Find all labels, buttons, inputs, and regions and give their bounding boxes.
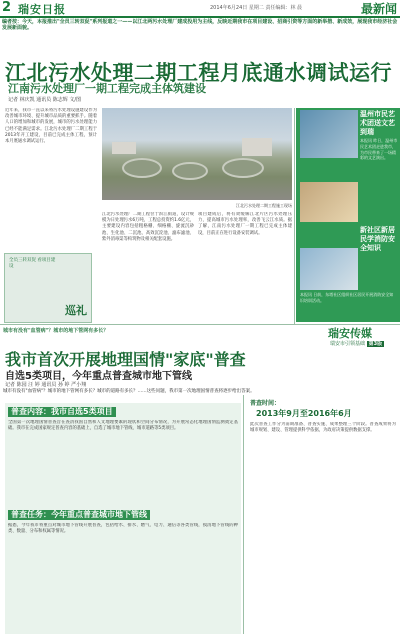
- feature-box-text: 全员三转双促 看项目建设: [9, 258, 56, 269]
- survey-time-value: 2013年9月至2016年6月: [256, 409, 352, 418]
- story2-subhead-2: 普查任务：今年重点普查城市地下管线: [8, 510, 150, 520]
- sidebar-photo-2: [300, 182, 358, 222]
- plant-photo: [102, 108, 292, 200]
- story1-subheadline: 江南污水处理厂一期工程完成主体筑建设: [8, 82, 206, 95]
- sidebar-item1-text: 本报讯 昨日，温州市民艺术团走进我市，为市民带来了一场精彩的文艺演出。: [360, 138, 398, 161]
- promo-title: 瑞安传媒: [328, 327, 372, 340]
- date-line: 2014年6月24日 星期二 责任编辑：林 晨: [210, 5, 303, 11]
- page-number: 2: [2, 0, 12, 15]
- feature-box-label: 巡礼: [65, 304, 87, 317]
- sidebar-item2-title: 新社区新居民学消防安全知识: [360, 226, 395, 252]
- story2-headline: 我市首次开展地理国情"家底"普查: [5, 350, 246, 369]
- survey-time-label: 普查时间：: [250, 400, 281, 407]
- story2-section-1-text: 全国第一次地理国情普查旨在查清我国自然和人文地理要素的现状和空间分布情况，为开展常态化地理国情监测奠定基础。我市在完成国家规定普查内容的基础上，自选了城市地下管线、城市道路等5类项目。: [8, 420, 238, 432]
- section-name: 最新闻: [360, 2, 397, 16]
- sidebar-photo-1: [300, 110, 358, 158]
- newspaper-brand: 瑞安日报: [18, 3, 66, 16]
- header-divider: [0, 16, 400, 18]
- promo-subtitle-text: 瑞安市引领基础: [330, 341, 366, 347]
- sidebar-photo-3: [300, 248, 358, 290]
- column-divider-2: [243, 395, 244, 634]
- editor-note: 编者按：今天，本报推出"全员三转双促"系列报道之一——以江北两污水处理厂建成投用为主线，反映近期我市在项目建设、招商引资等方面的新举措、新成效，展现我市经济社会发展新面貌。: [2, 19, 398, 31]
- promo-subtitle: [330, 340, 384, 347]
- page-header: [0, 0, 400, 16]
- story2-byline: 记者 陈园 汪 婷 通讯员 孙 婷 严小翔: [5, 382, 87, 388]
- story1-byline: 记者 林庆凯 通讯员 陈志辉 文/图: [8, 97, 82, 103]
- column-divider: [294, 108, 295, 324]
- sidebar-item1-title: 温州市民艺术团送文艺到瑞: [360, 110, 395, 136]
- story1-column-2: 江北污水处理厂二期工程位于滨江街道，设计规模为日处理污水6万吨，工程总投资约1.6亿元，主要建设内容包括粗格栅、细格栅、旋流沉砂池、生化池、二沉池、高效沉淀池、滤布滤池、紫外消毒渠等构筑物及相关配套设施。: [102, 212, 194, 242]
- story1-column-3: 项目建成后，将有效缓解江北片区污水处理压力，提高城市污水处理率，改善飞云江水质。据了解，江南污水处理厂一期工程已完成主体建设，目前正在进行设备安装调试。: [198, 212, 292, 236]
- teaser-line: 城市有没有"血管病"？城市的地下管网有多长？: [3, 328, 109, 334]
- story2-subhead-1: 普查内容：我市自选5类项目: [8, 407, 116, 417]
- sidebar-item2-text: 本报讯 日前，东塔社区组织社区居民开展消防安全知识培训活动。: [300, 292, 394, 303]
- feature-box: [4, 253, 92, 323]
- story1-column-1: 近年来，我市一直以来将污水处理设施建设作为改善城市环境、提升城市品质的重要抓手。随着人口的增加和城市的发展，城市的污水处理能力已经不能满足需求。江北污水处理厂二期工程于2013年开工建设，目前已完成主体工程，预计本月底通水调试运行。: [5, 108, 97, 145]
- story2-section-2-text: 据悉，今年我市将重点对城市地下管线开展普查，包括给水、排水、燃气、电力、通信等各类管线，摸清地下管线的种类、数量、分布和权属等情况。: [8, 523, 238, 535]
- story1-headline: 江北污水处理二期工程月底通水调试运行: [5, 61, 392, 85]
- story2-lead: 城市有没有"血管病"？城市的地下管网有多长？城市的道路有多长？……这些问题，我市第一次地理国情普查将逐步给出答案。: [3, 389, 255, 394]
- story2-right-text: 此次普查工作分为前期准备、普查实施、成果整理三个阶段。普查成果将为城市规划、建设、管理提供科学依据，为政府决策提供数据支撑。: [250, 422, 396, 434]
- promo-tag: 第3版: [368, 341, 383, 347]
- photo-caption: 江北污水处理二期工程施工现场: [236, 203, 292, 208]
- story2-subheadline: 自选5类项目，今年重点普查城市地下管线: [5, 371, 192, 382]
